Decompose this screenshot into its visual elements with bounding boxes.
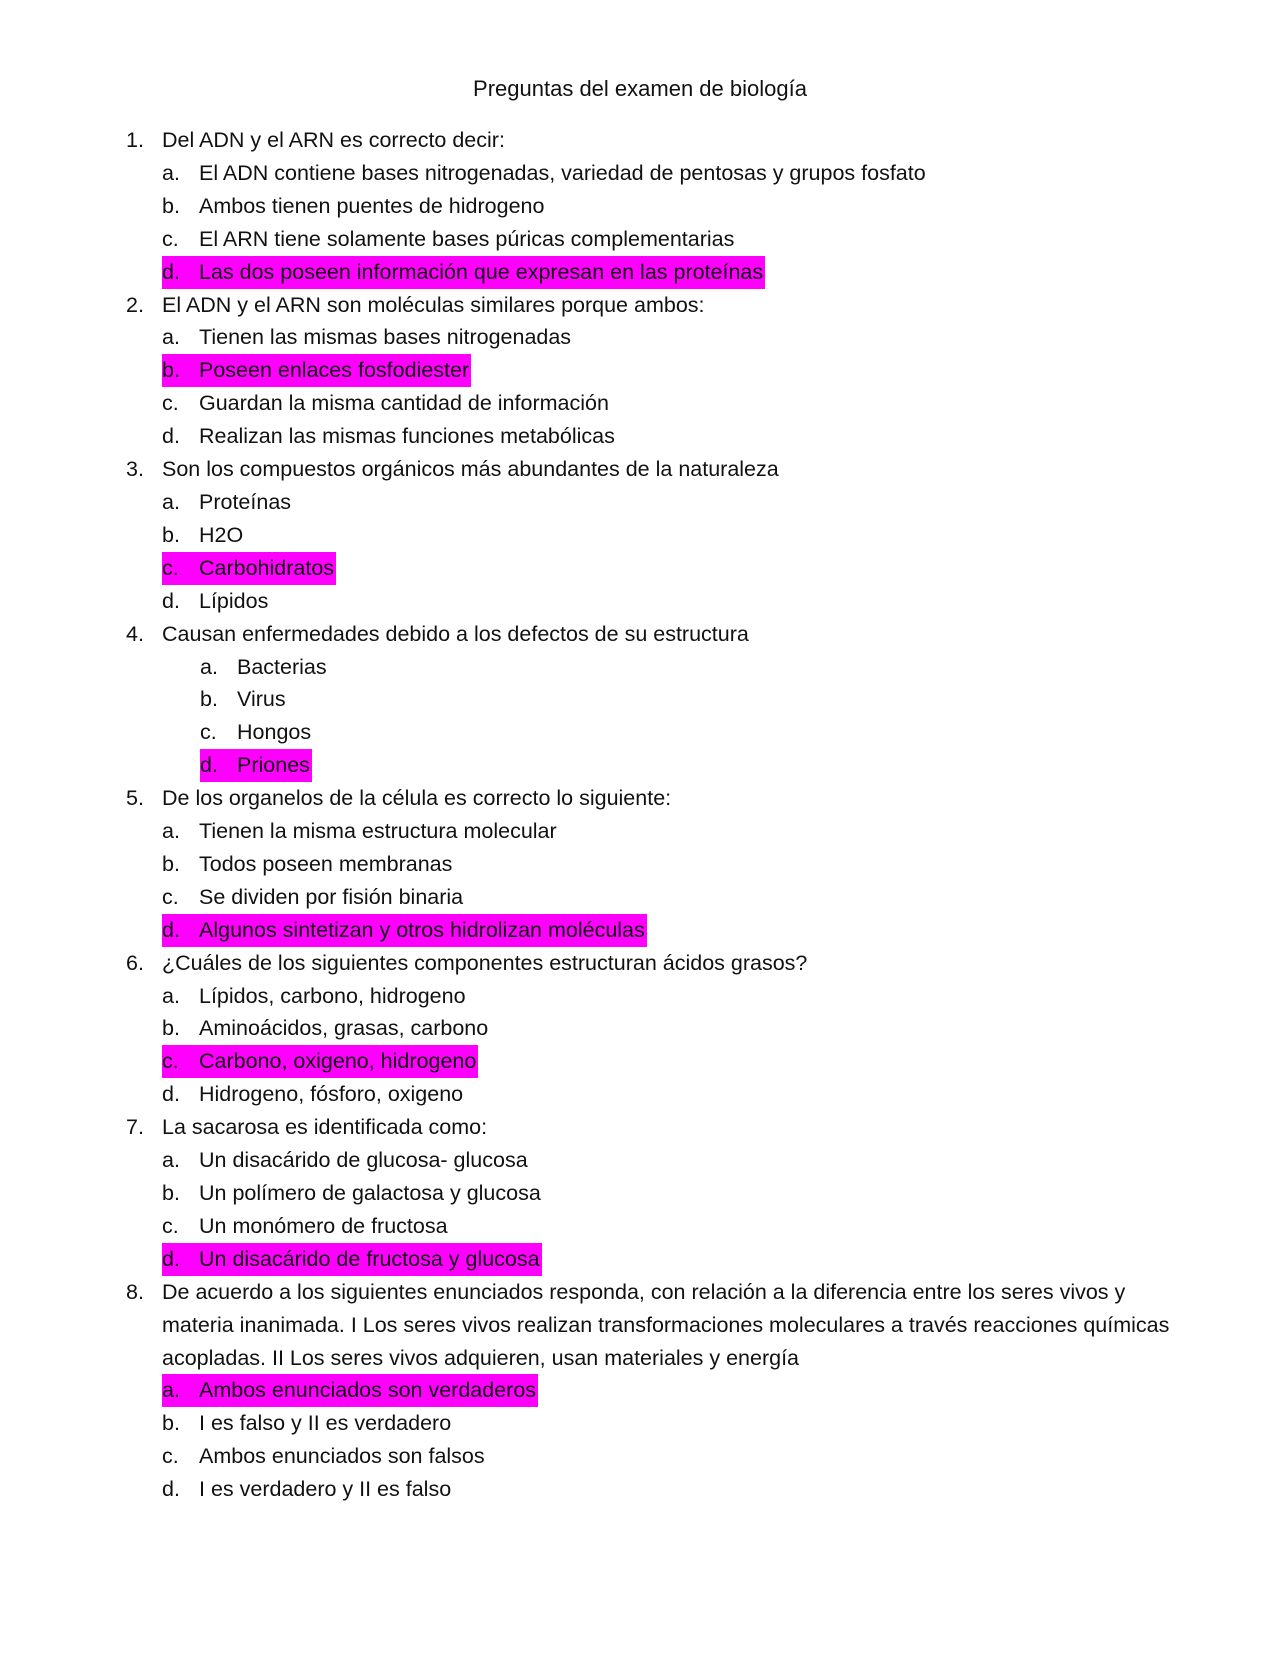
option-text: Tienen la misma estructura molecular xyxy=(199,819,557,844)
question-number: 6. xyxy=(126,950,144,975)
option-letter: c. xyxy=(162,1444,179,1469)
question-3 xyxy=(0,453,1280,486)
option-letter: d. xyxy=(200,753,218,778)
question-1 xyxy=(0,124,1280,157)
question-text: ¿Cuáles de los siguientes componentes estructuran ácidos grasos? xyxy=(162,950,808,975)
option-text: Hidrogeno, fósforo, oxigeno xyxy=(199,1082,464,1107)
question-7 xyxy=(0,1111,1280,1144)
option-text: Se dividen por fisión binaria xyxy=(199,884,464,909)
option-letter: d. xyxy=(162,1082,180,1107)
option-letter: c. xyxy=(162,1213,179,1238)
question-number: 3. xyxy=(126,457,144,482)
option-2d xyxy=(162,420,615,453)
question-number: 5. xyxy=(126,786,144,811)
option-text: Carbohidratos xyxy=(199,555,335,580)
question-8 xyxy=(0,1276,1280,1375)
question-text: De acuerdo a los siguientes enunciados responda, con relación a la diferencia entre los seres vivos y materia inanimada. I Los seres vivos realizan transformaciones moleculares a través reacciones químicas acopladas. II Los seres vivos adquieren, usan materiales y energía xyxy=(162,1279,1170,1370)
question-number: 2. xyxy=(126,292,144,317)
option-5c xyxy=(162,881,463,914)
option-text: El ADN contiene bases nitrogenadas, variedad de pentosas y grupos fosfato xyxy=(199,160,926,185)
option-letter: d. xyxy=(162,1246,180,1271)
option-letter: c. xyxy=(162,555,179,580)
option-text: Ambos tienen puentes de hidrogeno xyxy=(199,193,545,218)
option-letter: a. xyxy=(200,654,218,679)
option-6a xyxy=(162,980,466,1013)
option-text: I es verdadero y II es falso xyxy=(199,1477,452,1502)
option-letter: a. xyxy=(162,983,180,1008)
option-5d-highlighted-answer xyxy=(162,914,647,947)
option-text: Ambos enunciados son verdaderos xyxy=(199,1378,537,1403)
option-letter: b. xyxy=(162,193,180,218)
question-text: Son los compuestos orgánicos más abundantes de la naturaleza xyxy=(162,457,779,482)
question-number: 1. xyxy=(126,128,144,152)
option-3c-highlighted-answer xyxy=(162,552,336,585)
option-6c-highlighted-answer xyxy=(162,1045,478,1078)
option-5b xyxy=(162,848,452,881)
question-number: 8. xyxy=(126,1279,144,1304)
option-7d-highlighted-answer xyxy=(162,1243,542,1276)
question-list xyxy=(0,124,1280,1506)
option-text: Lípidos xyxy=(199,588,269,613)
question-5 xyxy=(0,782,1280,815)
option-text: Aminoácidos, grasas, carbono xyxy=(199,1016,489,1041)
document-title: Preguntas del examen de biología xyxy=(473,76,807,101)
option-text: Hongos xyxy=(237,720,312,745)
option-letter: d. xyxy=(162,424,180,449)
option-letter: b. xyxy=(162,851,180,876)
option-text: Algunos sintetizan y otros hidrolizan moléculas xyxy=(199,917,645,942)
option-letter: d. xyxy=(162,588,180,613)
option-letter: b. xyxy=(162,1016,180,1041)
option-7b xyxy=(162,1177,541,1210)
question-4 xyxy=(0,618,1280,651)
question-text: Causan enfermedades debido a los defectos de su estructura xyxy=(162,621,749,646)
question-text: De los organelos de la célula es correcto lo siguiente: xyxy=(162,786,672,811)
option-text: Lípidos, carbono, hidrogeno xyxy=(199,983,466,1008)
option-4a xyxy=(200,651,327,684)
option-5a xyxy=(162,815,557,848)
option-text: Un monómero de fructosa xyxy=(199,1213,448,1238)
question-6 xyxy=(0,947,1280,980)
question-text: Del ADN y el ARN es correcto decir: xyxy=(162,128,505,152)
option-text: Carbono, oxigeno, hidrogeno xyxy=(199,1049,477,1074)
option-text: Todos poseen membranas xyxy=(199,851,453,876)
option-1a xyxy=(162,157,926,190)
question-text: El ADN y el ARN son moléculas similares porque ambos: xyxy=(162,292,705,317)
option-text: Las dos poseen información que expresan en las proteínas xyxy=(199,259,764,284)
option-1c xyxy=(162,223,734,256)
question-2 xyxy=(0,289,1280,322)
option-letter: b. xyxy=(162,1181,180,1205)
option-6b xyxy=(162,1012,488,1045)
option-7a xyxy=(162,1144,528,1177)
option-2c xyxy=(162,387,609,420)
option-4b xyxy=(200,683,286,716)
option-letter: b. xyxy=(162,1411,180,1436)
option-letter: c. xyxy=(162,1049,179,1074)
option-text: Priones xyxy=(237,753,310,778)
option-8a-highlighted-answer xyxy=(162,1374,538,1407)
option-text: Un disacárido de glucosa- glucosa xyxy=(199,1148,528,1173)
option-1b xyxy=(162,190,544,223)
option-text: El ARN tiene solamente bases púricas complementarias xyxy=(199,226,735,251)
option-3a xyxy=(162,486,291,519)
option-letter: b. xyxy=(162,358,180,383)
option-letter: a. xyxy=(162,1378,180,1403)
option-letter: a. xyxy=(162,160,180,185)
option-letter: d. xyxy=(162,917,180,942)
option-text: Un polímero de galactosa y glucosa xyxy=(199,1181,541,1205)
option-text: Ambos enunciados son falsos xyxy=(199,1444,485,1469)
option-letter: d. xyxy=(162,1477,180,1502)
option-letter: a. xyxy=(162,819,180,844)
option-text: I es falso y II es verdadero xyxy=(199,1411,452,1436)
question-text: La sacarosa es identificada como: xyxy=(162,1115,488,1140)
option-letter: a. xyxy=(162,489,180,514)
option-1d-highlighted-answer xyxy=(162,256,765,289)
option-text: H2O xyxy=(199,522,244,547)
option-letter: c. xyxy=(200,720,217,745)
option-2b-highlighted-answer xyxy=(162,354,471,387)
option-text: Virus xyxy=(237,687,286,712)
option-letter: c. xyxy=(162,226,179,251)
question-number: 7. xyxy=(126,1115,144,1140)
option-letter: b. xyxy=(162,522,180,547)
option-8d xyxy=(162,1473,451,1506)
option-letter: d. xyxy=(162,259,180,284)
option-letter: a. xyxy=(162,1148,180,1173)
option-4c xyxy=(200,716,311,749)
option-2a xyxy=(162,321,571,354)
option-8b xyxy=(162,1407,451,1440)
option-letter: c. xyxy=(162,391,179,416)
option-text: Realizan las mismas funciones metabólicas xyxy=(199,424,615,449)
option-7c xyxy=(162,1210,448,1243)
option-3b xyxy=(162,519,243,552)
option-text: Tienen las mismas bases nitrogenadas xyxy=(199,325,572,350)
option-letter: a. xyxy=(162,325,180,350)
option-8c xyxy=(162,1440,485,1473)
option-text: Proteínas xyxy=(199,489,292,514)
option-text: Un disacárido de fructosa y glucosa xyxy=(199,1246,540,1271)
option-text: Poseen enlaces fosfodiester xyxy=(199,358,470,383)
option-text: Guardan la misma cantidad de información xyxy=(199,391,609,416)
option-3d xyxy=(162,585,268,618)
option-6d xyxy=(162,1078,463,1111)
option-text: Bacterias xyxy=(237,654,327,679)
question-number: 4. xyxy=(126,621,144,646)
option-letter: c. xyxy=(162,884,179,909)
option-letter: b. xyxy=(200,687,218,712)
option-4d-highlighted-answer xyxy=(200,749,312,782)
